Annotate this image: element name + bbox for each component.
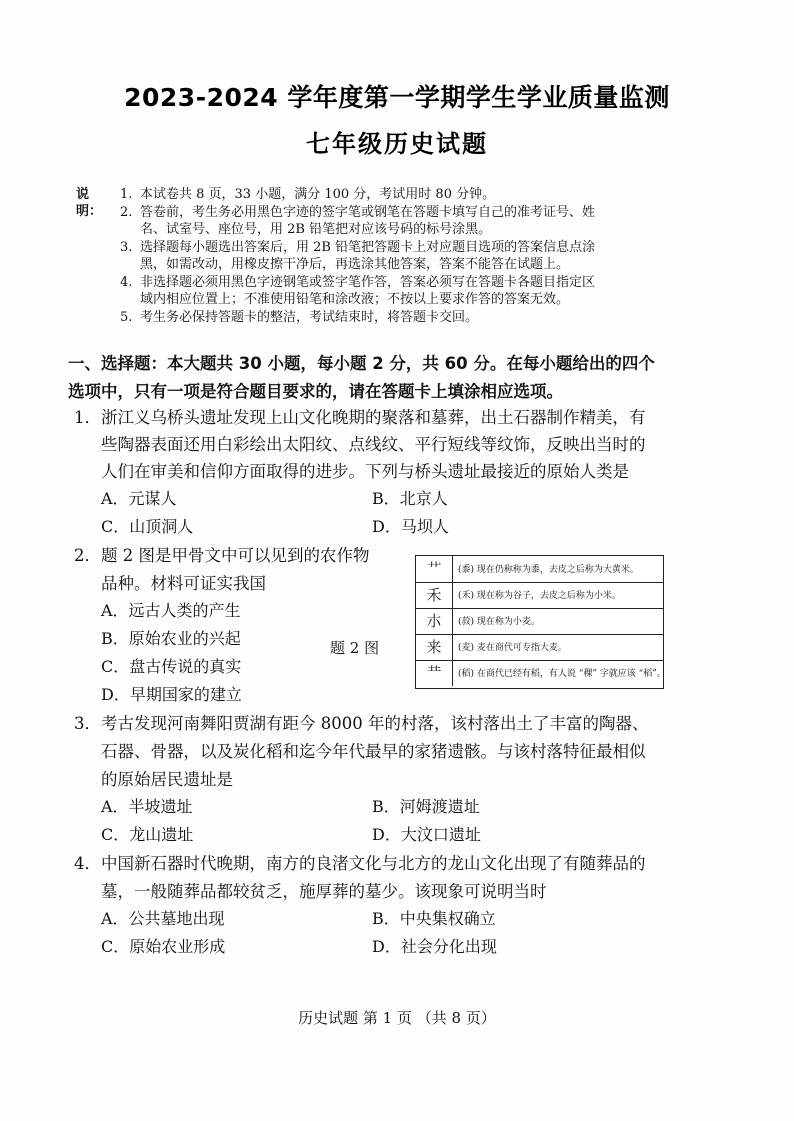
instruction-item: 2. 答卷前，考生务必用黑色字迹的签字笔或钢笔在答题卡填写自己的准考证号、姓 [120, 205, 596, 220]
figure-row-text: (禾) 现在称为谷子，去皮之后称为小米。 [458, 591, 621, 601]
instructions-label: 说明： [76, 187, 103, 219]
instruction-item: 1. 本试卷共 8 页，33 小题，满分 100 分，考试用时 80 分钟。 [120, 187, 496, 202]
oracle-glyph-icon: ⺾ [416, 556, 453, 582]
exam-title: 2023-2024 学年度第一学期学生学业质量监测 [124, 83, 670, 112]
instruction-item: 3. 选择题每小题选出答案后，用 2B 铅笔把答题卡上对应题目选项的答案信息点涂 [120, 240, 596, 255]
question-3-option-d[interactable]: D．大汶口遗址 [372, 825, 481, 844]
instruction-item-cont: 黑，如需改动，用橡皮擦干净后，再选涂其他答案，答案不能答在试题上。 [140, 257, 570, 272]
figure-row-text: (麦) 麦在商代可专指大麦。 [458, 643, 567, 653]
question-2-option-b[interactable]: B．原始农业的兴起 [101, 629, 241, 648]
question-4-option-b[interactable]: B．中央集权确立 [372, 909, 496, 928]
question-1-text: 些陶器表面还用白彩绘出太阳纹、点线纹、平行短线等纹饰，反映出当时的 [101, 435, 646, 454]
question-2-option-c[interactable]: C．盘古传说的真实 [101, 657, 242, 676]
question-4-option-d[interactable]: D．社会分化出现 [372, 937, 497, 956]
figure-row [416, 660, 666, 686]
question-2-option-a[interactable]: A．远古人类的产生 [101, 601, 241, 620]
question-4-option-c[interactable]: C．原始农业形成 [101, 937, 226, 956]
figure-row-text: (黍) 现在仍称称为黍，去皮之后称为大黄米。 [458, 565, 639, 575]
question-1-option-a[interactable]: A．元谋人 [101, 489, 177, 508]
section-heading: 一、选择题：本大题共 30 小题，每小题 2 分，共 60 分。在每小题给出的四个 [68, 354, 655, 373]
question-4-text: 4．中国新石器时代晚期，南方的良渚文化与北方的龙山文化出现了有随葬品的 [74, 854, 646, 873]
figure-row [416, 608, 663, 635]
question-1-option-b[interactable]: B．北京人 [372, 489, 448, 508]
question-2-text: 品种。材料可证实我国 [101, 574, 266, 593]
section-heading-cont: 选项中，只有一项是符合题目要求的，请在答题卡上填涂相应选项。 [68, 382, 563, 401]
instruction-item: 5. 考生务必保持答题卡的整洁，考试结束时，将答题卡交回。 [120, 310, 479, 325]
page-footer: 历史试题 第 1 页 （共 8 页） [298, 1009, 496, 1027]
figure-row-text: (稻) 在商代已经有稻，有人说 “稞” 字就应该 “稻”。 [458, 669, 666, 679]
figure-row [416, 582, 663, 609]
figure-2-caption: 题 2 图 [330, 639, 380, 657]
question-3-option-a[interactable]: A．半坡遗址 [101, 797, 193, 816]
question-4-text: 墓，一般随葬品都较贫乏，施厚葬的墓少。该现象可说明当时 [101, 882, 547, 901]
instruction-item: 4. 非选择题必须用黑色字迹钢笔或签字笔作答，答案必须写在答题卡各题目指定区 [120, 275, 596, 290]
oracle-glyph-icon: 禾 [416, 582, 453, 608]
figure-2-oracle-bone-table [415, 555, 664, 689]
oracle-glyph-icon: 龷 [416, 660, 453, 686]
question-3-option-c[interactable]: C．龙山遗址 [101, 825, 194, 844]
question-2-text: 2．题 2 图是甲骨文中可以见到的农作物 [74, 546, 370, 565]
question-1-text: 1．浙江义乌桥头遗址发现上山文化晚期的聚落和墓葬，出土石器制作精美，有 [74, 408, 646, 427]
exam-subtitle: 七年级历史试题 [306, 130, 488, 158]
instruction-item-cont: 名、试室号、座位号，用 2B 铅笔把对应该号码的标号涂黑。 [140, 222, 492, 237]
question-3-option-b[interactable]: B．河姆渡遗址 [372, 797, 480, 816]
question-3-text: 石器、骨器，以及炭化稻和迄今年代最早的家猪遗骸。与该村落特征最相似 [101, 742, 646, 761]
question-1-option-c[interactable]: C．山顶洞人 [101, 517, 194, 536]
figure-row [416, 634, 663, 661]
figure-row-text: (菽) 现在称为小麦。 [458, 617, 540, 627]
question-2-option-d[interactable]: D．早期国家的建立 [101, 685, 242, 704]
question-4-option-a[interactable]: A．公共墓地出现 [101, 909, 225, 928]
oracle-glyph-icon: 来 [416, 634, 453, 660]
question-3-text: 的原始居民遗址是 [101, 770, 233, 789]
oracle-glyph-icon: 朩 [416, 608, 453, 634]
question-1-option-d[interactable]: D．马坝人 [372, 517, 449, 536]
question-1-text: 人们在审美和信仰方面取得的进步。下列与桥头遗址最接近的原始人类是 [101, 462, 629, 481]
instruction-item-cont: 域内相应位置上；不准使用铅笔和涂改液；不按以上要求作答的答案无效。 [140, 292, 570, 307]
figure-row [416, 556, 663, 583]
question-3-text: 3．考古发现河南舞阳贾湖有距今 8000 年的村落，该村落出土了丰富的陶器、 [74, 714, 649, 733]
